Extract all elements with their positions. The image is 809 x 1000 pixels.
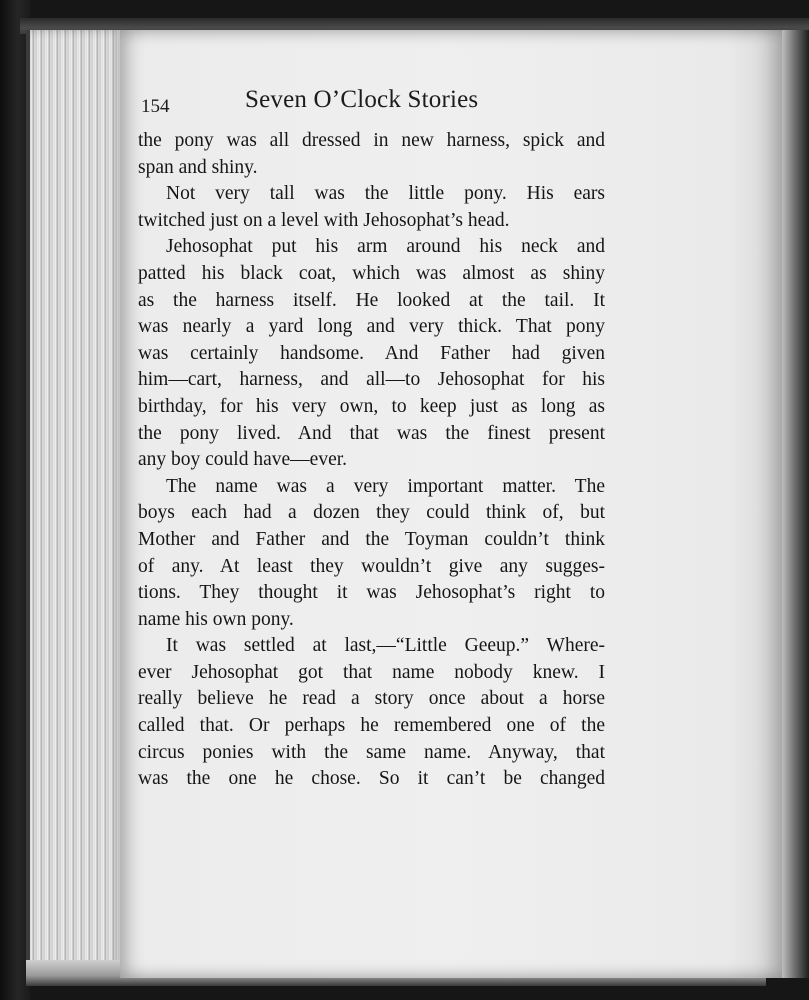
facing-page-edge xyxy=(782,30,809,978)
text-line: called that. Or perhaps he remembered one of the xyxy=(138,715,605,737)
page-stack-edges xyxy=(26,30,124,980)
text-line: the pony was all dressed in new harness, spick and xyxy=(138,130,605,151)
text-line: was the one he chose. So it can’t be changed xyxy=(138,768,605,790)
text-line: was certainly handsome. And Father had given xyxy=(138,342,605,364)
page-number: 154 xyxy=(141,96,170,117)
text-line: as the harness itself. He looked at the tail. It xyxy=(138,289,605,311)
text-line: really believe he read a story once about a horse xyxy=(138,688,605,710)
running-header xyxy=(141,86,621,122)
text-line: twitched just on a level with Jehosophat’s head. xyxy=(138,209,510,231)
text-line: The name was a very important matter. The xyxy=(166,475,605,497)
text-line: of any. At least they wouldn’t give any sugges- xyxy=(138,555,605,577)
text-line: It was settled at last,—“Little Geeup.” Where- xyxy=(166,635,605,657)
text-line: span and shiny. xyxy=(138,156,258,178)
text-line: name his own pony. xyxy=(138,608,294,630)
text-line: any boy could have—ever. xyxy=(138,449,348,471)
text-line: Jehosophat put his arm around his neck and xyxy=(166,236,605,258)
text-line: him—cart, harness, and all—to Jehosophat for his xyxy=(138,369,605,391)
text-line: circus ponies with the same name. Anyway, that xyxy=(138,741,605,763)
text-line: tions. They thought it was Jehosophat’s right to xyxy=(138,582,605,604)
text-line: patted his black coat, which was almost as shiny xyxy=(138,262,605,284)
text-line: ever Jehosophat got that name nobody knew. I xyxy=(138,661,605,683)
text-line: the pony lived. And that was the finest present xyxy=(138,422,605,444)
text-line: boys each had a dozen they could think of, but xyxy=(138,502,605,524)
text-line: was nearly a yard long and very thick. That pony xyxy=(138,316,605,338)
text-line: birthday, for his very own, to keep just as long as xyxy=(138,395,605,417)
body-text xyxy=(138,128,605,793)
text-line: Not very tall was the little pony. His ears xyxy=(166,183,605,205)
running-title: Seven O’Clock Stories xyxy=(245,86,479,113)
text-line: Mother and Father and the Toyman couldn’t think xyxy=(138,528,605,550)
